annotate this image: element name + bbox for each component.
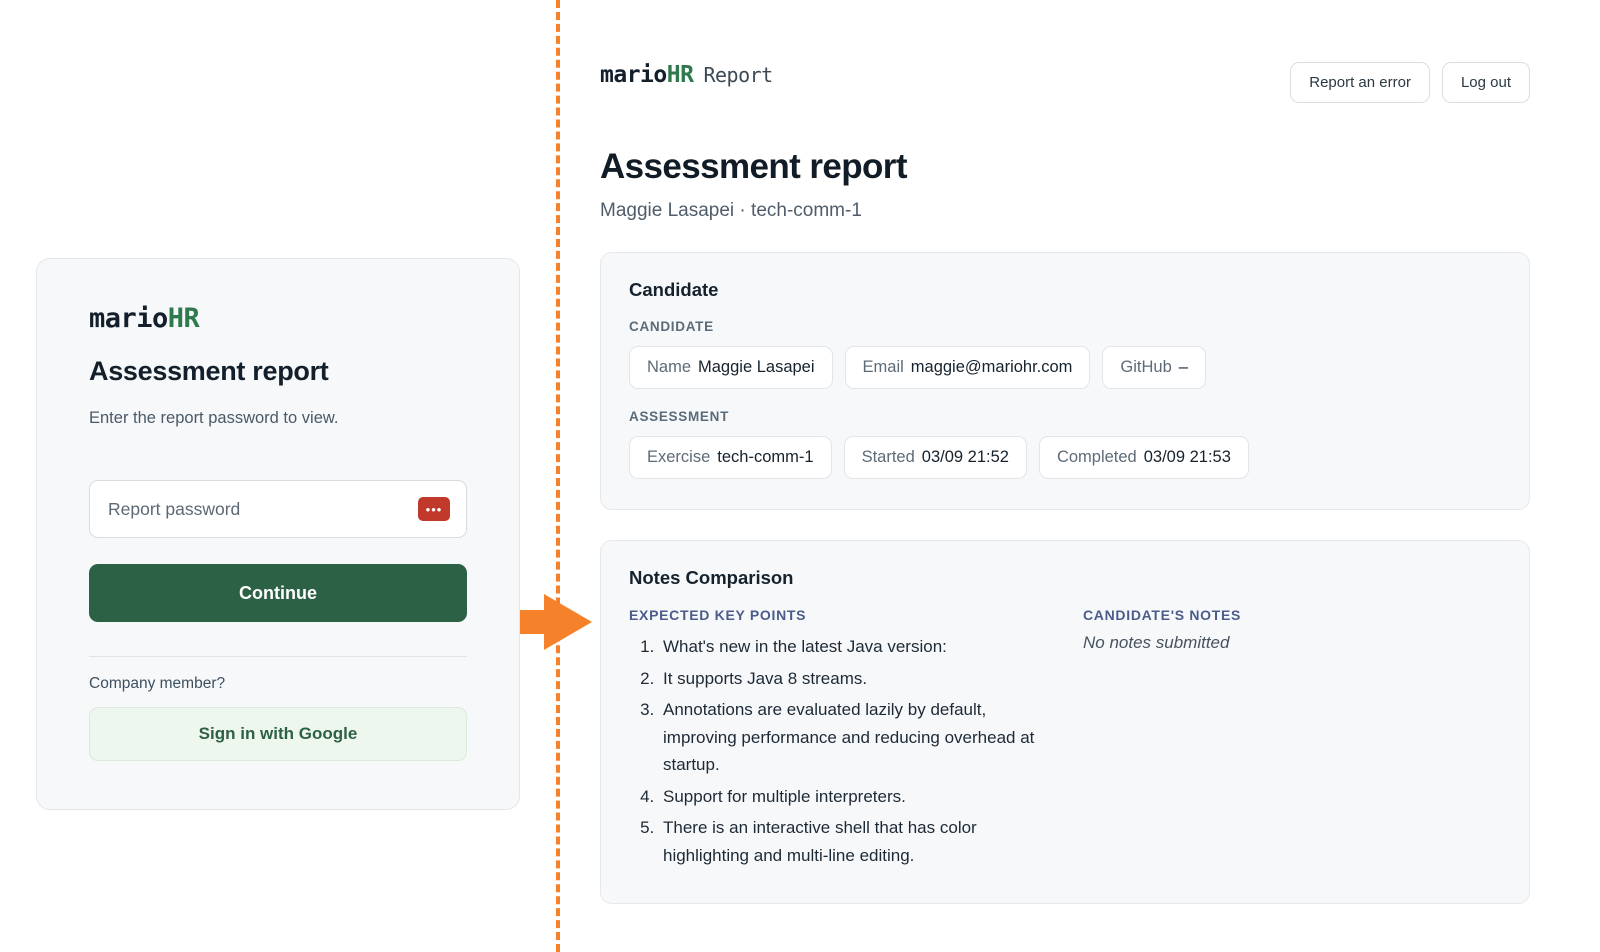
header-actions xyxy=(1290,62,1530,103)
chip-started-value: 03/09 21:52 xyxy=(921,448,1009,466)
sign-in-with-google-button[interactable]: Sign in with Google xyxy=(89,707,467,761)
chip-email-value: maggie@mariohr.com xyxy=(910,358,1073,376)
login-subtitle: Enter the report password to view. xyxy=(89,409,339,427)
password-field-wrapper[interactable] xyxy=(89,480,467,538)
notes-comparison-panel xyxy=(600,540,1530,904)
report-panel xyxy=(600,0,1600,952)
list-item: 2. It supports Java 8 streams. xyxy=(659,665,1047,693)
password-manager-icon[interactable]: ••• xyxy=(418,497,450,521)
chip-github-value: – xyxy=(1178,358,1188,376)
continue-button[interactable]: Continue xyxy=(89,564,467,622)
chip-github xyxy=(1102,346,1206,389)
login-title: Assessment report xyxy=(89,356,329,386)
report-header xyxy=(600,62,1530,103)
expected-key-points-label: EXPECTED KEY POINTS xyxy=(629,607,807,623)
chip-email xyxy=(845,346,1091,389)
list-item: 1. What's new in the latest Java version: xyxy=(659,633,1047,661)
page-title: Assessment report xyxy=(600,147,907,186)
expected-key-points-column xyxy=(629,607,1047,873)
notes-panel-title: Notes Comparison xyxy=(629,567,794,588)
expected-key-points-list xyxy=(629,633,1047,869)
report-brand-word: Report xyxy=(703,63,773,87)
report-password-input[interactable] xyxy=(106,498,450,521)
chip-name-key: Name xyxy=(647,358,692,376)
log-out-button[interactable]: Log out xyxy=(1442,62,1530,103)
candidate-notes-empty-state: No notes submitted xyxy=(1083,633,1230,652)
chip-name xyxy=(629,346,833,389)
chip-completed xyxy=(1039,436,1249,479)
login-card xyxy=(36,258,520,810)
list-item: 3. Annotations are evaluated lazily by default, improving performance and reducing overhead at startup. xyxy=(659,696,1047,779)
chip-completed-key: Completed xyxy=(1056,448,1137,466)
company-member-label: Company member? xyxy=(89,675,226,692)
chip-exercise-key: Exercise xyxy=(647,448,711,466)
chip-name-value: Maggie Lasapei xyxy=(698,358,815,376)
report-an-error-button[interactable]: Report an error xyxy=(1290,62,1430,103)
chip-started-key: Started xyxy=(861,448,915,466)
list-item: 4. Support for multiple interpreters. xyxy=(659,783,1047,811)
chip-completed-value: 03/09 21:53 xyxy=(1143,448,1231,466)
report-brand-suffix: HR xyxy=(666,62,694,88)
candidate-chip-row xyxy=(629,346,1501,389)
candidate-section-label: CANDIDATE xyxy=(629,319,714,334)
candidate-notes-column xyxy=(1083,607,1501,873)
page-subtitle: Maggie Lasapei · tech-comm-1 xyxy=(600,200,862,221)
brand-prefix: mario xyxy=(89,303,168,334)
candidate-notes-label: CANDIDATE'S NOTES xyxy=(1083,607,1242,623)
chip-started xyxy=(844,436,1027,479)
list-item: 5. There is an interactive shell that has color highlighting and multi-line editing. xyxy=(659,814,1047,869)
candidate-panel-title: Candidate xyxy=(629,279,719,300)
chip-email-key: Email xyxy=(862,358,904,376)
report-brand-prefix: mario xyxy=(600,62,667,88)
notes-grid xyxy=(629,607,1501,873)
chip-github-key: GitHub xyxy=(1120,358,1172,376)
report-brand-logo xyxy=(600,62,773,88)
brand-suffix: HR xyxy=(167,303,200,334)
divider-line xyxy=(89,656,467,657)
assessment-chip-row xyxy=(629,436,1501,479)
login-brand-logo xyxy=(89,303,467,334)
assessment-section-label: ASSESSMENT xyxy=(629,409,730,424)
candidate-panel xyxy=(600,252,1530,510)
chip-exercise xyxy=(629,436,832,479)
dashed-divider xyxy=(556,0,560,952)
chip-exercise-value: tech-comm-1 xyxy=(717,448,814,466)
